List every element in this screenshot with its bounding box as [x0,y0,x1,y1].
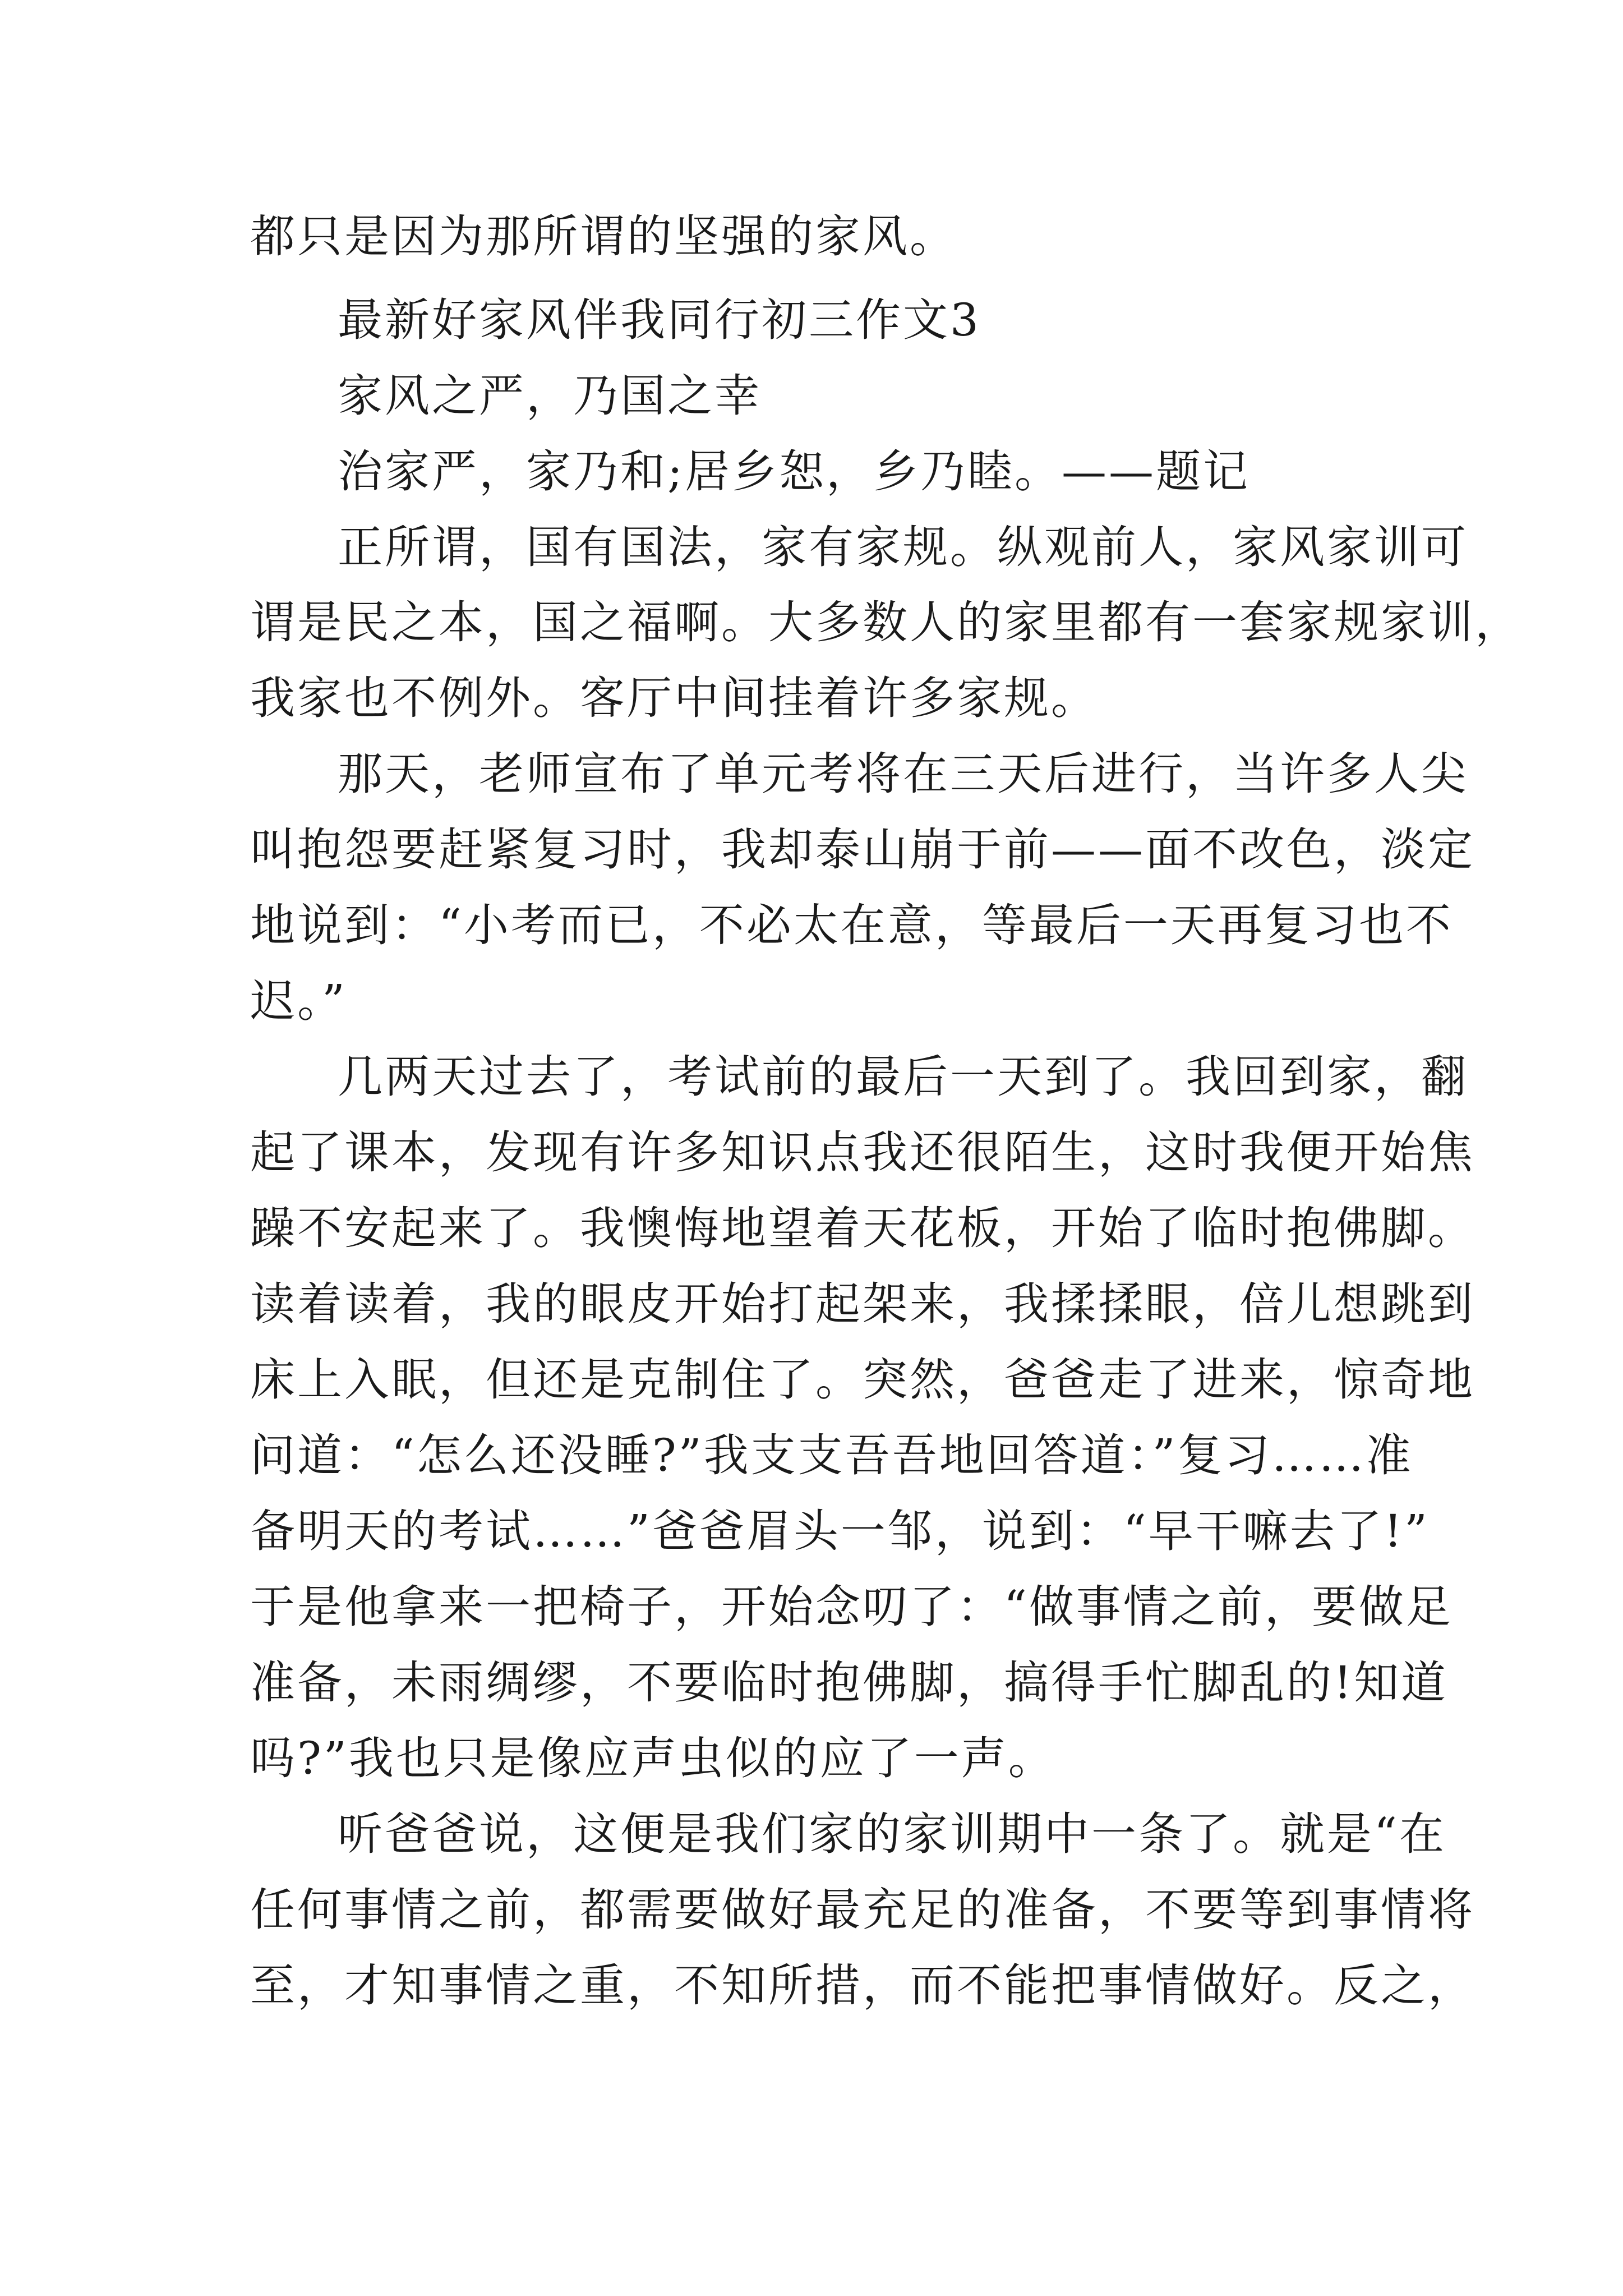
article-title: 最新好家风伴我同行初三作文3 [338,294,981,346]
text-line: 我家也不例外。客厅中间挂着许多家规。 [250,672,1098,724]
text-line: 至，才知事情之重，不知所措，而不能把事情做好。反之， [250,1959,1475,2012]
text-line: 躁不安起来了。我懊悔地望着天花板，开始了临时抱佛脚。 [250,1202,1475,1254]
text-line: 任何事情之前，都需要做好最充足的准备，不要等到事情将 [250,1884,1475,1936]
text-line: 叫抱怨要赶紧复习时，我却泰山崩于前——面不改色，淡定 [250,823,1475,876]
text-line: 听爸爸说，这便是我们家的家训期中一条了。就是“在 [338,1808,1446,1860]
text-line: 都只是因为那所谓的坚强的家风。 [250,210,957,263]
text-line: 地说到：“小考而已，不必太在意，等最后一天再复习也不 [250,899,1453,951]
text-line: 吗?”我也只是像应声虫似的应了一声。 [250,1732,1055,1784]
text-line: 谓是民之本，国之福啊。大多数人的家里都有一套家规家训， [250,596,1522,648]
text-line: 备明天的考试……”爸爸眉头一邹，说到：“早干嘛去了!” [250,1505,1430,1557]
section-heading: 家风之严，乃国之幸 [338,370,762,422]
text-line: 准备，未雨绸缪，不要临时抱佛脚，搞得手忙脚乱的!知道 [250,1657,1449,1709]
epigraph: 治家严，家乃和;居乡恕，乡乃睦。——题记 [338,445,1250,498]
text-line: 床上入眠，但还是克制住了。突然，爸爸走了进来，惊奇地 [250,1354,1475,1406]
text-line: 迟。” [250,975,347,1027]
text-line: 那天，老师宣布了单元考将在三天后进行，当许多人尖 [338,748,1468,800]
text-line: 问道：“怎么还没睡?”我支支吾吾地回答道：”复习……准 [250,1429,1413,1481]
text-line: 几两天过去了，考试前的最后一天到了。我回到家，翻 [338,1051,1468,1103]
text-line: 起了课本，发现有许多知识点我还很陌生，这时我便开始焦 [250,1126,1475,1179]
text-line: 读着读着，我的眼皮开始打起架来，我揉揉眼，倍儿想跳到 [250,1278,1475,1330]
text-line: 于是他拿来一把椅子，开始念叨了：“做事情之前，要做足 [250,1581,1453,1633]
text-line: 正所谓，国有国法，家有家规。纵观前人，家风家训可 [338,521,1468,573]
